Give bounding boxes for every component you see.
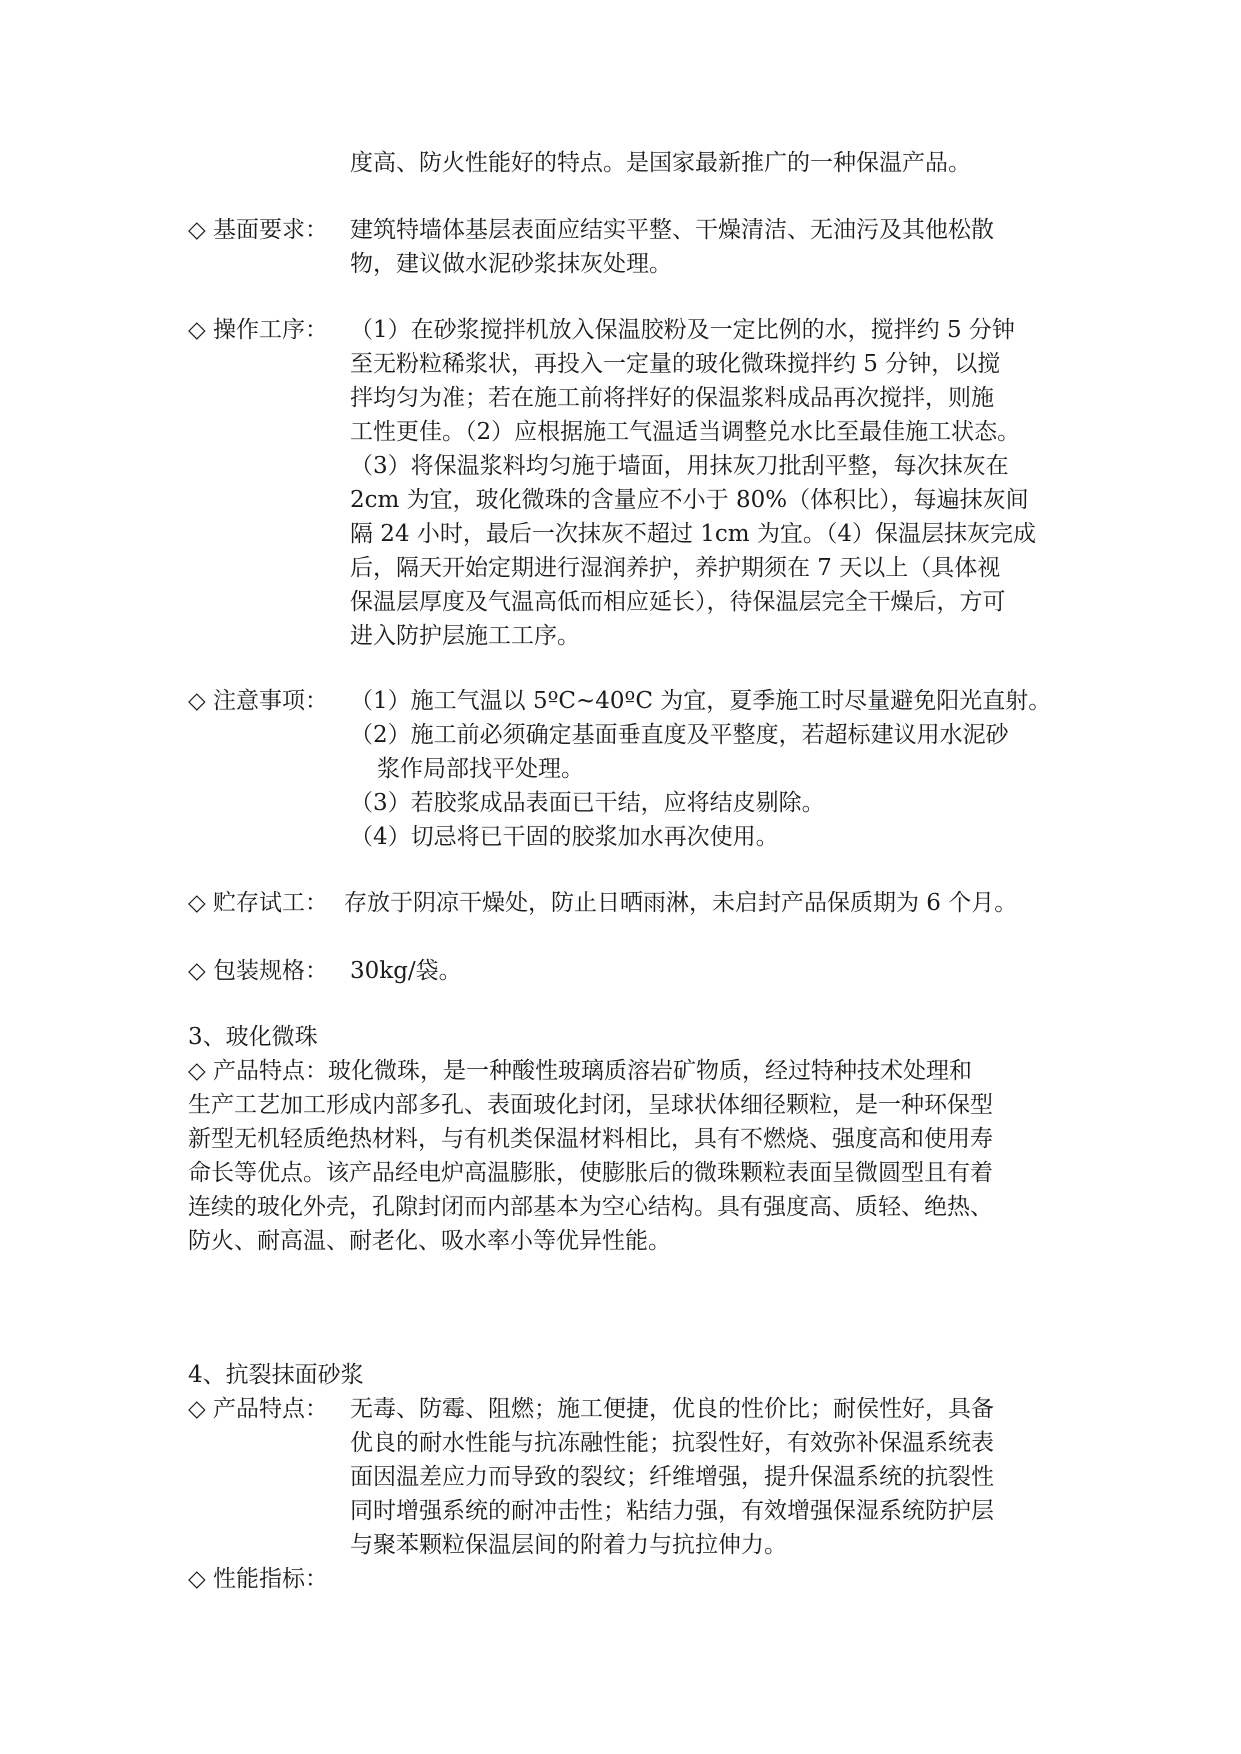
procedure-line: 工性更佳。（2）应根据施工气温适当调整兑水比至最佳施工状态。	[350, 419, 1021, 445]
section4-line: 与聚苯颗粒保温层间的附着力与抗拉伸力。	[350, 1532, 787, 1558]
intro-tail-line: 度高、防火性能好的特点。是国家最新推广的一种保温产品。	[350, 150, 971, 176]
notes-label: ◇ 注意事项：	[188, 688, 328, 714]
section3-line: 防火、耐高温、耐老化、吸水率小等优异性能。	[188, 1228, 671, 1254]
notes-item: （4）切忌将已干固的胶浆加水再次使用。	[350, 824, 779, 850]
notes-item: （1）施工气温以 5ºC~40ºC 为宜，夏季施工时尽量避免阳光直射。	[350, 688, 1052, 714]
section4-title: 4、抗裂抹面砂浆	[188, 1362, 364, 1388]
section4-label: ◇ 产品特点：	[188, 1396, 328, 1422]
procedure-line: 隔 24 小时，最后一次抹灰不超过 1cm 为宜。（4）保温层抹灰完成	[350, 521, 1036, 547]
section4-line: 优良的耐水性能与抗冻融性能；抗裂性好，有效弥补保温系统表	[350, 1430, 994, 1456]
section4-line: 面因温差应力而导致的裂纹；纤维增强，提升保温系统的抗裂性	[350, 1464, 994, 1490]
procedure-label: ◇ 操作工序：	[188, 317, 328, 343]
procedure-line: 进入防护层施工工序。	[350, 623, 580, 649]
base-line: 建筑特墙体基层表面应结实平整、干燥清洁、无油污及其他松散	[350, 217, 994, 243]
procedure-line: 至无粉粒稀浆状，再投入一定量的玻化微珠搅拌约 5 分钟，以搅	[350, 351, 1001, 377]
section4-line: 无毒、防霉、阻燃；施工便捷，优良的性价比；耐侯性好，具备	[350, 1396, 994, 1422]
base-line: 物，建议做水泥砂浆抹灰处理。	[350, 251, 672, 277]
section3-line: 新型无机轻质绝热材料，与有机类保温材料相比，具有不燃烧、强度高和使用寿	[188, 1126, 993, 1152]
section3-line: 连续的玻化外壳，孔隙封闭而内部基本为空心结构。具有强度高、质轻、绝热、	[188, 1194, 993, 1220]
notes-item: （2）施工前必须确定基面垂直度及平整度，若超标建议用水泥砂	[350, 722, 1009, 748]
section3-line: 命长等优点。该产品经电炉高温膨胀，使膨胀后的微珠颗粒表面呈微圆型且有着	[188, 1160, 993, 1186]
storage-text: 存放于阴凉干燥处，防止日晒雨淋，未启封产品保质期为 6 个月。	[344, 890, 1018, 916]
notes-item: （3）若胶浆成品表面已干结，应将结皮剔除。	[350, 790, 825, 816]
section4-line: 同时增强系统的耐冲击性；粘结力强，有效增强保湿系统防护层	[350, 1498, 994, 1524]
packing-label: ◇ 包装规格：	[188, 958, 328, 984]
notes-item-continuation: 浆作局部找平处理。	[377, 756, 584, 782]
procedure-line: （3）将保温浆料均匀施于墙面，用抹灰刀批刮平整，每次抹灰在	[350, 453, 1009, 479]
procedure-line: 保温层厚度及气温高低而相应延长），待保温层完全干燥后，方可	[350, 589, 1006, 615]
base-label: ◇ 基面要求：	[188, 217, 328, 243]
section3-line: ◇ 产品特点：玻化微珠，是一种酸性玻璃质溶岩矿物质，经过特种技术处理和	[188, 1058, 972, 1084]
procedure-line: 2cm 为宜，玻化微珠的含量应不小于 80%（体积比），每遍抹灰间	[350, 487, 1029, 513]
procedure-line: （1）在砂浆搅拌机放入保温胶粉及一定比例的水，搅拌约 5 分钟	[350, 317, 1015, 343]
section3-line: 生产工艺加工形成内部多孔、表面玻化封闭，呈球状体细径颗粒，是一种环保型	[188, 1092, 993, 1118]
procedure-line: 后，隔天开始定期进行湿润养护，养护期须在 7 天以上（具体视	[350, 555, 1001, 581]
procedure-line: 拌均匀为准；若在施工前将拌好的保温浆料成品再次搅拌，则施	[350, 385, 994, 411]
section3-title: 3、玻化微珠	[188, 1024, 318, 1050]
packing-text: 30kg/袋。	[350, 958, 462, 984]
storage-label: ◇ 贮存试工：	[188, 890, 328, 916]
performance-label: ◇ 性能指标：	[188, 1566, 328, 1592]
